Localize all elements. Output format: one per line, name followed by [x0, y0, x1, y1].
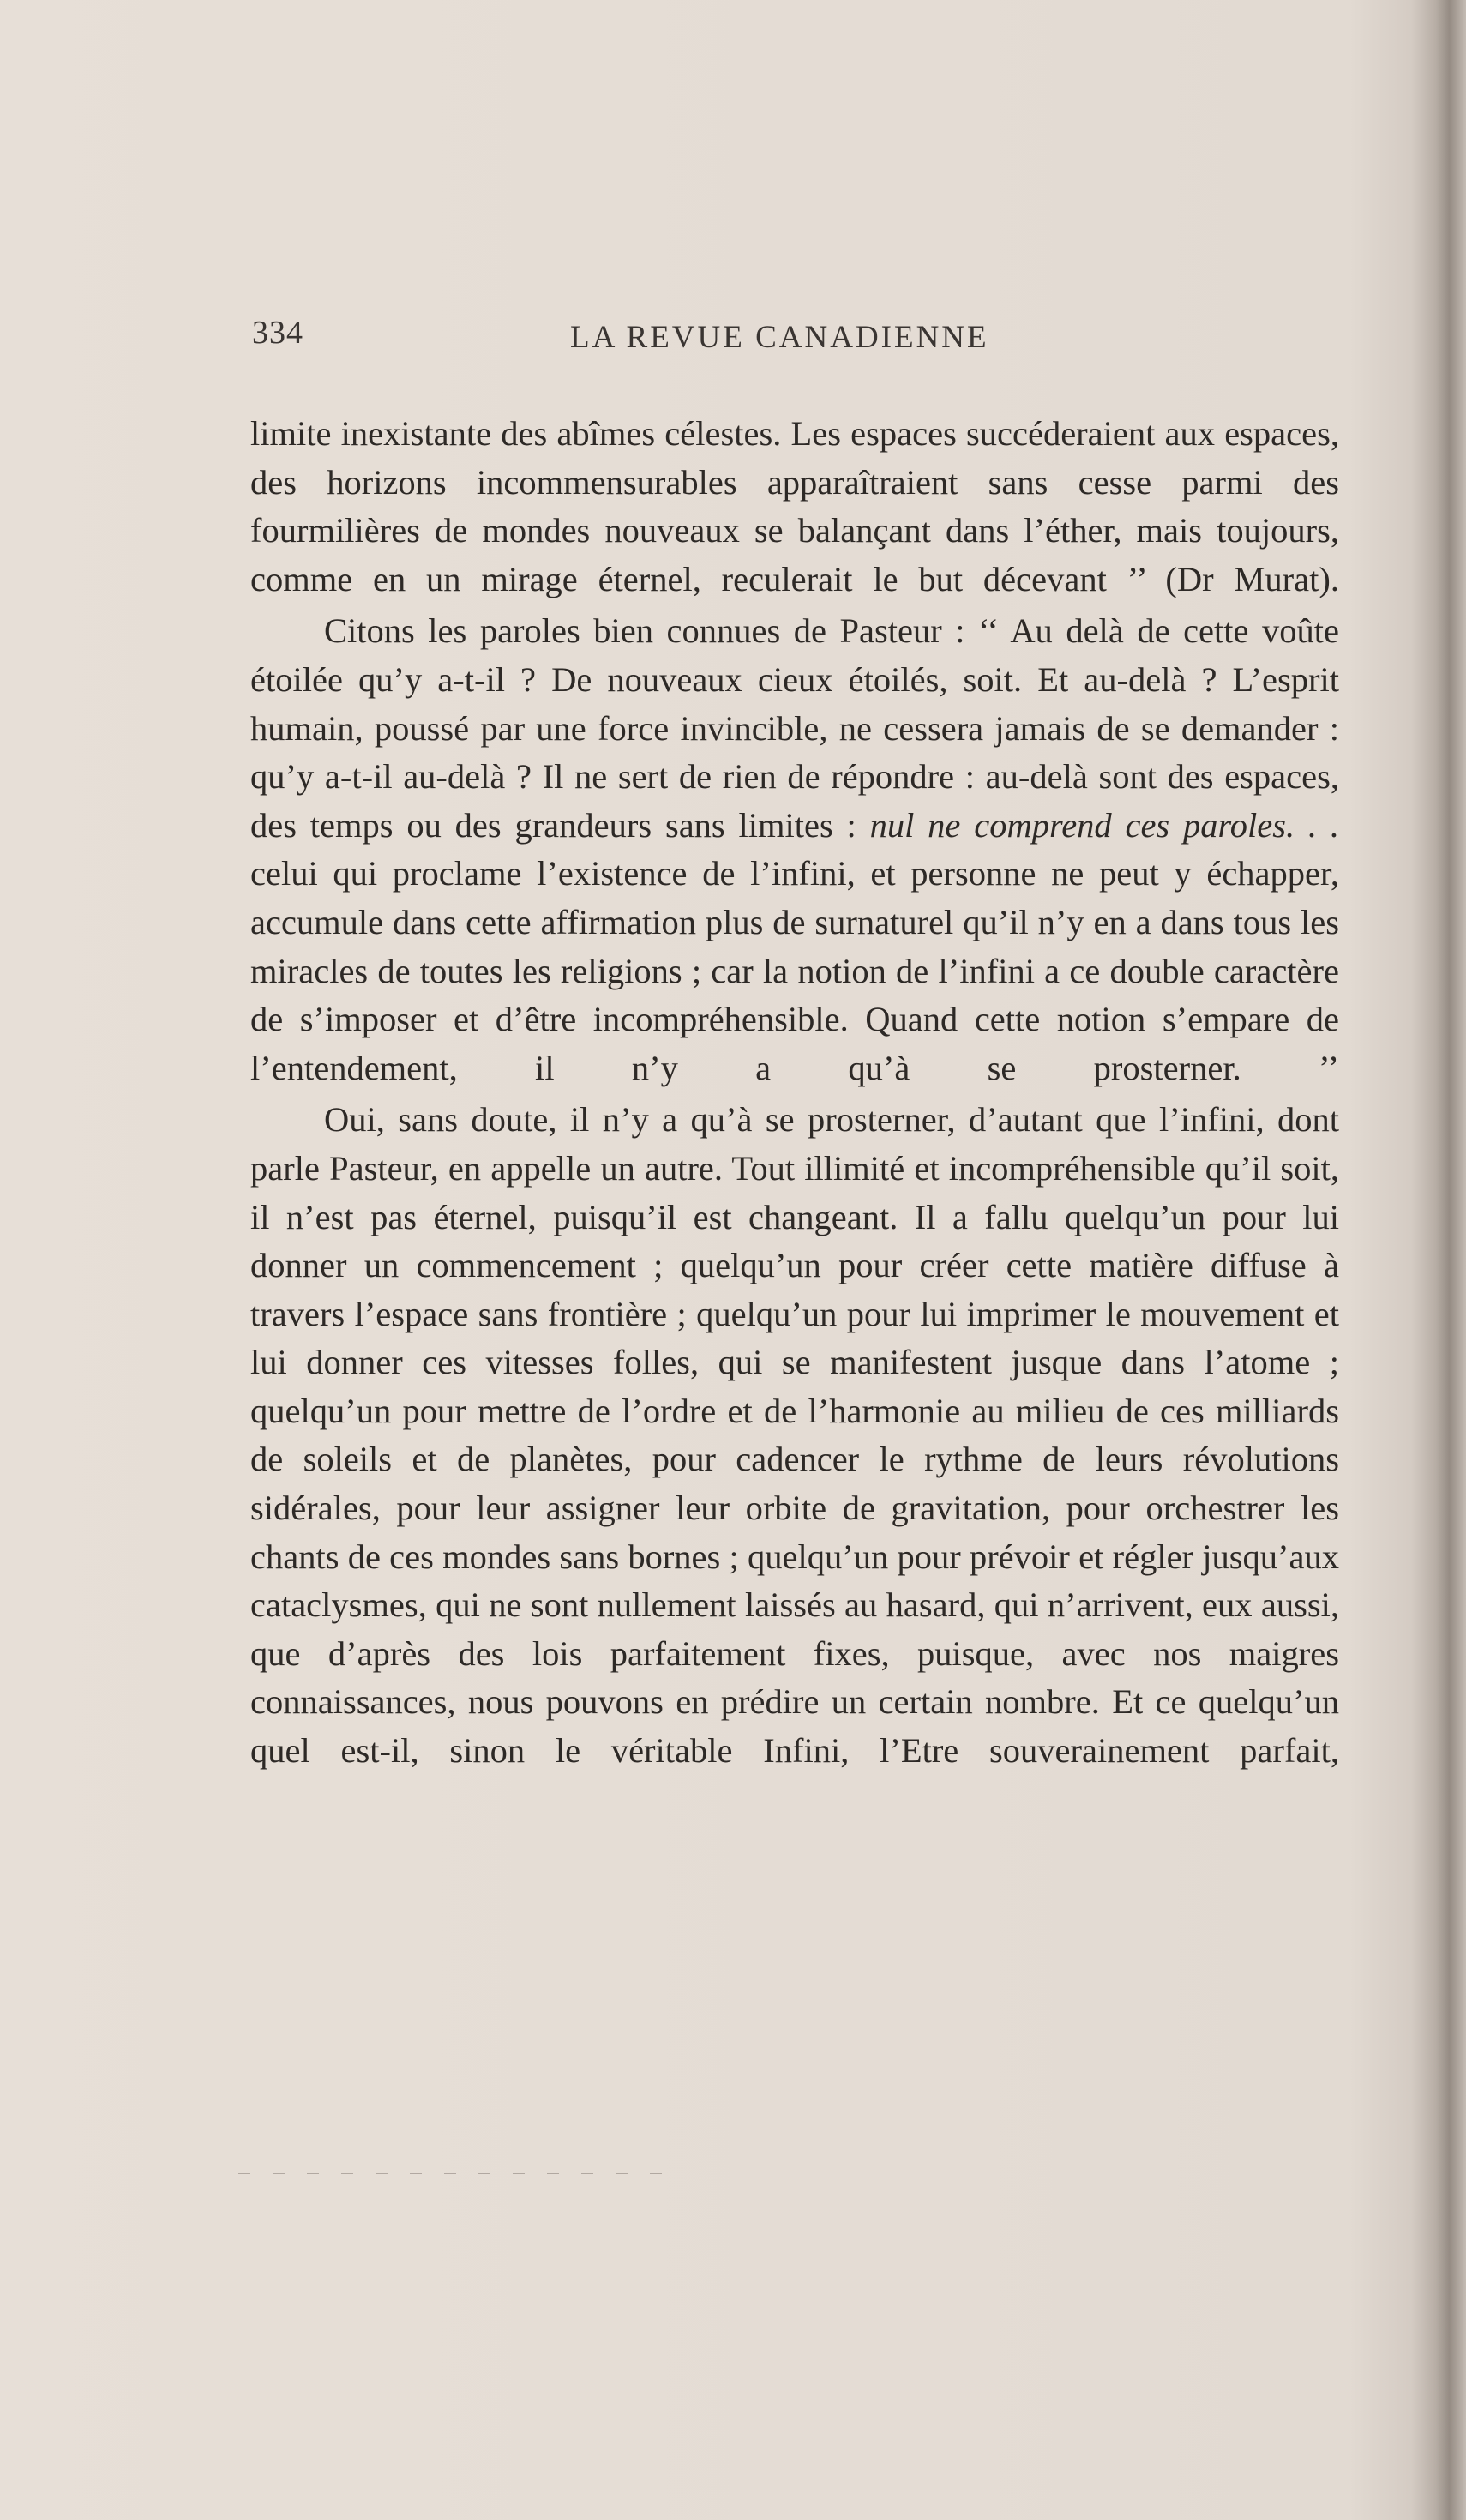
- bottom-rule: [238, 2173, 667, 2174]
- paragraph-1: limite inexistante des abîmes célestes. Les espaces succéderaient aux espaces, des horizons incommensurables apparaîtraient sans cesse parmi des fourmilières de mondes nouveaux se balançant dans l’éther, mais toujours, comme en un mirage éternel, reculerait le but décevant ’’ (Dr Murat).: [250, 414, 1339, 598]
- running-header: [0, 314, 1466, 365]
- page-number: 334: [252, 315, 303, 351]
- paragraph-2: [250, 607, 1339, 1092]
- paragraph-2-text-b: celui qui proclame l’existence de l’infini, et personne ne peut y échapper, accumule dans cette affirmation plus de surnaturel qu’il n’y en a dans tous les miracles de toutes les religions ; car la notion de l’infini a ce double caractère de s’imposer et d’être incompréhensible. Quand cette notion s’empare de l’entendement, il n’y a qu’à se prosterner. ’’: [250, 854, 1339, 1087]
- running-title: LA REVUE CANADIENNE: [570, 320, 989, 355]
- body-text: [250, 410, 1339, 1779]
- paragraph-3: Oui, sans doute, il n’y a qu’à se prosterner, d’autant que l’infini, dont parle Pasteur, en appelle un autre. Tout illimité et incompréhensible qu’il soit, il n’est pas éternel, puisqu’il est changeant. Il a fallu quelqu’un pour lui donner un commencement ; quelqu’un pour créer cette matière diffuse à travers l’espace sans frontière ; quelqu’un pour lui imprimer le mouvement et lui donner ces vitesses folles, qui se manifestent jusque dans l’atome ; quelqu’un pour mettre de l’ordre et de l’harmonie au milieu de ces milliards de soleils et de planètes, pour cadencer le rythme de leurs révolutions sidérales, pour leur assigner leur orbite de gravitation, pour orchestrer les chants de ces mondes sans bornes ; quelqu’un pour prévoir et régler jusqu’aux cataclysmes, qui ne sont nullement laissés au hasard, qui n’arrivent, eux aussi, que d’après des lois parfaitement fixes, puisque, avec nos maigres connaissances, nous pouvons en prédire un certain nombre. Et ce quelqu’un quel est-il, sinon le véritable Infini, l’Etre souverainement parfait,: [250, 1100, 1339, 1771]
- paragraph-2-text-a: Citons les paroles bien connues de Pasteur : ‘‘ Au delà de cette voûte étoilée qu’y a-t-il ? De nouveaux cieux étoilés, soit. Et au-delà ? L’esprit humain, poussé par une force invincible, ne cessera jamais de se demander : qu’y a-t-il au-delà ? Il ne sert de rien de répondre : au-delà sont des espaces, des temps ou des grandeurs sans limites :: [250, 611, 1339, 845]
- paragraph-2-italic: nul ne comprend ces paroles. . .: [869, 805, 1339, 845]
- binding-edge: [1411, 0, 1466, 2520]
